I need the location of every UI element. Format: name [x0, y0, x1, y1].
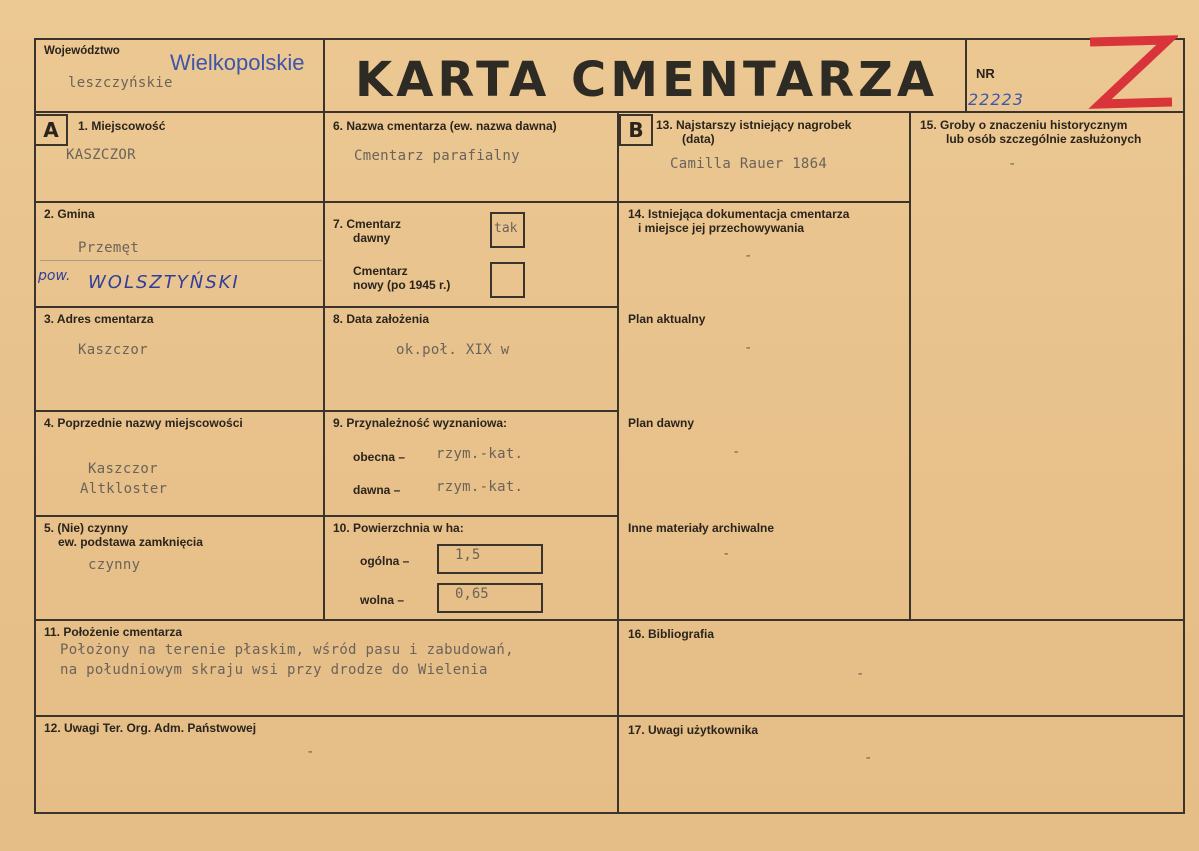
- field-8-label: 8. Data założenia: [333, 312, 430, 326]
- field-3-label: 3. Adres cmentarza: [44, 312, 154, 326]
- field-12-label: 12. Uwagi Ter. Org. Adm. Państwowej: [44, 721, 257, 735]
- field-9-obecna-value: rzym.-kat.: [436, 446, 524, 462]
- field-11-line-2: na południowym skraju wsi przy drodze do Wielenia: [60, 662, 488, 678]
- divider: [619, 201, 909, 203]
- field-7-label-2: dawny: [353, 231, 391, 245]
- field-2-handwritten-prefix: pow.: [38, 268, 71, 284]
- wojewodztwo-stamp: Wielkopolskie: [170, 50, 305, 75]
- divider: [34, 515, 617, 517]
- field-3-value: Kaszczor: [78, 342, 148, 358]
- field-16-label: 16. Bibliografia: [628, 627, 715, 641]
- field-13-value: Camilla Rauer 1864: [670, 156, 828, 172]
- field-10-wolna-label: wolna –: [360, 593, 405, 607]
- field-11-label: 11. Położenie cmentarza: [44, 625, 183, 639]
- field-9-dawna-value: rzym.-kat.: [436, 479, 524, 495]
- field-2-label: 2. Gmina: [44, 207, 95, 221]
- plan-dawny-value: -: [732, 444, 741, 460]
- field-1-label: 1. Miejscowość: [78, 119, 166, 133]
- field-7-label-1: 7. Cmentarz: [333, 217, 402, 231]
- field-14-label-2: i miejsce jej przechowywania: [638, 221, 805, 235]
- field-8-value: ok.poł. XIX w: [396, 342, 510, 358]
- ogolna-value: 1,5: [455, 547, 481, 563]
- section-b-box: B: [619, 114, 653, 146]
- field-15-label-1: 15. Groby o znaczeniu historycznym: [920, 118, 1128, 132]
- inne-materialy-label: Inne materiały archiwalne: [628, 521, 775, 535]
- field-6-label: 6. Nazwa cmentarza (ew. nazwa dawna): [333, 119, 557, 133]
- field-15-value: -: [1008, 156, 1017, 172]
- field-9-dawna-label: dawna –: [353, 483, 401, 497]
- nr-label: NR: [976, 66, 995, 81]
- category-z-mark: [1078, 28, 1178, 118]
- field-10-ogolna-label: ogólna –: [360, 554, 410, 568]
- section-a-box: A: [34, 114, 68, 146]
- field-4-label: 4. Poprzednie nazwy miejscowości: [44, 416, 243, 430]
- plan-dawny-label: Plan dawny: [628, 416, 695, 430]
- field-11-line-1: Położony na terenie płaskim, wśród pasu i zabudowań,: [60, 642, 514, 658]
- field-16-value: -: [856, 666, 865, 682]
- divider: [34, 619, 1185, 621]
- wolna-value: 0,65: [455, 586, 489, 602]
- plan-aktualny-value: -: [744, 340, 753, 356]
- field-1-value: KASZCZOR: [66, 147, 136, 163]
- plan-aktualny-label: Plan aktualny: [628, 312, 706, 326]
- divider: [34, 715, 1185, 717]
- field-7-new-label-1: Cmentarz: [353, 264, 408, 278]
- field-13-label-2: (data): [682, 132, 715, 146]
- dawny-checkbox-value: tak: [494, 221, 518, 236]
- wojewodztwo-label: Województwo: [44, 45, 120, 57]
- field-5-label-2: ew. podstawa zamknięcia: [58, 535, 203, 549]
- dawny-checkbox[interactable]: [490, 212, 525, 248]
- divider: [965, 38, 967, 112]
- field-7-new-label-2: nowy (po 1945 r.): [353, 278, 451, 292]
- field-5-value: czynny: [88, 557, 141, 573]
- field-14-label-1: 14. Istniejąca dokumentacja cmentarza: [628, 207, 850, 221]
- field-6-value: Cmentarz parafialny: [354, 148, 520, 164]
- divider: [34, 111, 1185, 113]
- field-13-label-1: 13. Najstarszy istniejący nagrobek: [656, 118, 852, 132]
- inne-materialy-value: -: [722, 546, 731, 562]
- category-letter: [1150, 10, 1151, 11]
- field-15-label-2: lub osób szczególnie zasłużonych: [946, 132, 1142, 146]
- field-17-label: 17. Uwagi użytkownika: [628, 723, 759, 737]
- divider: [34, 410, 617, 412]
- card-title: KARTA CMENTARZA: [355, 52, 939, 108]
- field-17-value: -: [864, 750, 873, 766]
- wojewodztwo-typed: leszczyńskie: [68, 75, 173, 91]
- field-4-value-2: Altkloster: [80, 481, 168, 497]
- divider: [909, 111, 911, 620]
- ogolna-box[interactable]: [437, 544, 543, 574]
- field-2-value: Przemęt: [78, 240, 140, 256]
- divider: [617, 111, 619, 814]
- divider: [34, 201, 617, 203]
- field-12-value: -: [306, 744, 315, 760]
- field-2-handwritten: WOLSZTYŃSKI: [88, 272, 240, 293]
- nowy-checkbox[interactable]: [490, 262, 525, 298]
- nr-value: 22223: [968, 90, 1024, 109]
- field-4-value-1: Kaszczor: [88, 461, 158, 477]
- divider: [323, 38, 325, 620]
- field-5-label-1: 5. (Nie) czynny: [44, 521, 129, 535]
- field-9-label: 9. Przynależność wyznaniowa:: [333, 416, 508, 430]
- guide-line: [40, 260, 322, 261]
- field-14-value: -: [744, 248, 753, 264]
- field-10-label: 10. Powierzchnia w ha:: [333, 521, 464, 535]
- wolna-box[interactable]: [437, 583, 543, 613]
- divider: [34, 306, 617, 308]
- field-9-obecna-label: obecna –: [353, 450, 406, 464]
